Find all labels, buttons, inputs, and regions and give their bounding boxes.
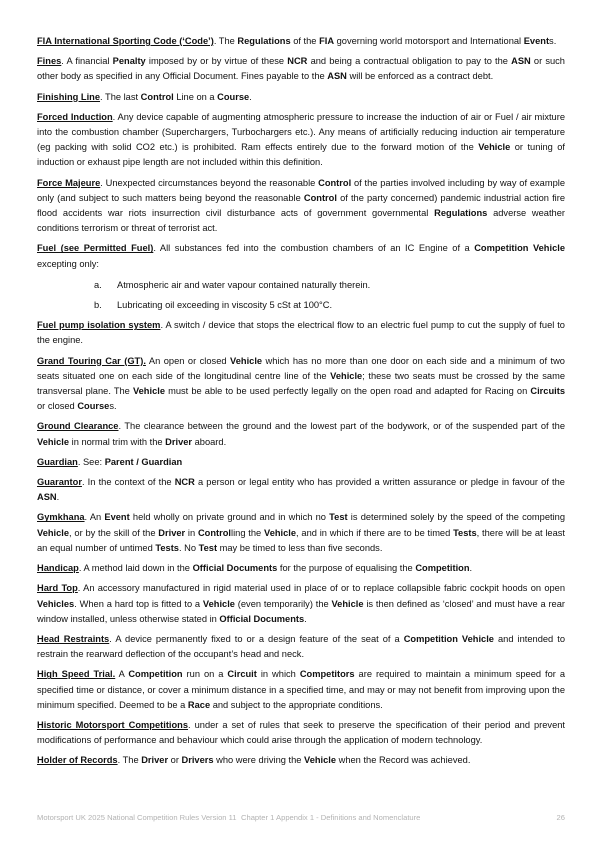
definition-term: Guardian	[37, 456, 78, 467]
definition-term: Guarantor	[37, 477, 82, 488]
definition-text: . An	[84, 512, 105, 523]
definition-entry	[37, 419, 565, 449]
definition-text: . An accessory manufactured in rigid material used in place of or to replace collapsible fabric cockpit hoods on open	[77, 583, 565, 594]
list-marker: b.	[94, 300, 102, 311]
defined-keyword: Control	[140, 91, 174, 102]
definition-text: . A device permanently fixed to or a design feature of the seat of a	[109, 633, 404, 644]
footer-page-number: 26	[556, 813, 565, 822]
definition-text: is then defined as ‘closed’ and must have a rear window installed, unless otherwise stated in	[37, 598, 565, 624]
list-item-text: Lubricating oil exceeding in viscosity 5 cSt at 100°C.	[117, 300, 333, 311]
definition-term: Holder of Records	[37, 755, 118, 766]
defined-keyword: Regulations	[237, 36, 291, 46]
defined-keyword: Drivers	[181, 755, 214, 766]
definition-text: Line on a	[173, 91, 218, 102]
defined-keyword: NCR	[287, 56, 308, 67]
definition-text: , there will be at least an equal number of untimed	[37, 527, 565, 553]
definition-text: will be enforced as a contract debt.	[346, 71, 494, 82]
definition-text: . Unexpected circumstances beyond the reasonable	[100, 177, 319, 188]
definition-text: . under a set of rules that seek to preserve the specification of their period and prevent modifications of performance and behaviour which could arise through the application of modern technology.	[37, 719, 565, 746]
definition-term: Gymkhana	[37, 512, 85, 523]
definition-term: Finishing Line	[37, 91, 101, 102]
defined-keyword: Competition	[415, 563, 470, 574]
definition-text: which has no more than one door on each side and a minimum of two seats situated one on each side of the longitudinal centre line of the	[37, 355, 565, 381]
defined-keyword: ASN	[37, 492, 57, 503]
defined-keyword: Vehicle	[37, 527, 70, 538]
definition-entry	[37, 510, 565, 556]
definition-text: A	[115, 669, 129, 680]
definition-text: . The	[213, 36, 238, 46]
definition-entry	[37, 241, 565, 271]
definition-text: imposed by or by virtue of these	[145, 56, 288, 67]
defined-keyword: Event	[523, 36, 550, 46]
defined-keyword: Tests	[453, 527, 477, 538]
defined-keyword: Competition	[128, 669, 183, 680]
definition-text: . No	[178, 542, 199, 553]
defined-keyword: Vehicles	[37, 598, 75, 609]
definition-text: An open or closed	[145, 355, 231, 366]
defined-keyword: Test	[329, 512, 348, 523]
definition-text: . Any device capable of augmenting atmospheric pressure to increase the induction of air or Fuel / air mixture into the combustion chamber (Superchargers, Turbochargers etc.). Any means of artificially reducing induction air temperature (eg packing with solid CO2 etc.) is prohibited. Ram effects entirely due to the forward motion of the	[37, 111, 565, 153]
definition-term: FIA International Sporting Code (‘Code’)	[37, 36, 214, 46]
definition-entry	[37, 318, 565, 348]
definitions-group-2	[37, 318, 565, 768]
definition-term: Hard Top	[37, 583, 78, 594]
list-marker: a.	[94, 279, 102, 290]
definition-text: governing world motorsport and International	[334, 36, 524, 46]
definition-term: Fuel (see Permitted Fuel)	[37, 243, 154, 254]
definition-text: (even temporarily) the	[234, 598, 332, 609]
defined-keyword: Circuits	[530, 386, 565, 397]
list-item	[37, 278, 565, 293]
defined-keyword: Vehicle	[202, 598, 235, 609]
definition-entry	[37, 354, 565, 415]
defined-keyword: Vehicle	[264, 527, 297, 538]
definitions-body	[37, 34, 565, 774]
defined-keyword: Official Documents	[219, 613, 305, 624]
definition-text: who were driving the	[213, 755, 304, 766]
definition-term: Historic Motorsport Competitions	[37, 719, 189, 730]
defined-keyword: Competition Vehicle	[403, 633, 494, 644]
defined-keyword: Penalty	[112, 56, 146, 67]
definition-entry	[37, 475, 565, 505]
defined-keyword: Vehicle	[37, 436, 70, 447]
defined-keyword: NCR	[174, 477, 195, 488]
definition-entry	[37, 34, 565, 49]
definition-text: . The clearance between the ground and the lowest part of the bodywork, or of the suspended part of the	[118, 421, 565, 432]
defined-keyword: Vehicle	[230, 355, 263, 366]
definition-text: aboard.	[192, 436, 227, 447]
defined-keyword: Vehicle	[330, 370, 363, 381]
defined-keyword: Event	[104, 512, 130, 523]
definition-text: or such other body as specified in any Official Document. Fines payable to the	[37, 56, 565, 82]
defined-keyword: ASN	[511, 56, 531, 67]
definition-text: . All substances fed into the combustion chambers of an IC Engine of a	[153, 243, 475, 254]
list-item-text: Atmospheric air and water vapour contained naturally therein.	[117, 279, 371, 290]
definition-entry	[37, 581, 565, 627]
defined-keyword: Driver	[158, 527, 186, 538]
definition-text: adverse weather conditions terrorism or threat of terrorist act.	[37, 208, 565, 234]
definition-text: and intended to restrain the rearward deflection of the occupant’s head and neck.	[37, 633, 565, 660]
defined-keyword: FIA	[319, 36, 335, 46]
definition-text: . See:	[77, 456, 105, 467]
defined-keyword: Course	[77, 401, 110, 412]
definitions-group-1	[37, 34, 565, 272]
definition-term: Force Majeure	[37, 177, 101, 188]
defined-keyword: Vehicle	[478, 142, 511, 153]
definition-term: Ground Clearance	[37, 421, 119, 432]
definition-term: High Speed Trial.	[37, 669, 116, 680]
definition-text: for the purpose of equalising the	[277, 563, 416, 574]
defined-keyword: Tests	[155, 542, 179, 553]
definition-text: , or by the skill of the	[69, 527, 159, 538]
definition-text: .	[304, 613, 307, 624]
definition-text: in	[185, 527, 198, 538]
definition-text: . A financial	[61, 56, 113, 67]
definition-entry	[37, 176, 565, 237]
definition-text: and subject to the appropriate conditions.	[210, 699, 383, 710]
defined-keyword: Regulations	[434, 208, 488, 219]
definition-term: Fuel pump isolation system	[37, 320, 161, 331]
definition-text: . When a hard top is fitted to a	[74, 598, 203, 609]
defined-keyword: Driver	[165, 436, 193, 447]
definition-text: held wholly on private ground and in which no	[129, 512, 330, 523]
definition-text: . In the context of the	[81, 477, 175, 488]
definition-entry	[37, 718, 565, 748]
defined-keyword: Test	[198, 542, 218, 553]
defined-keyword: Vehicle	[132, 386, 165, 397]
definition-text: excepting only:	[37, 258, 100, 269]
definition-text: . A method laid down in the	[78, 563, 193, 574]
definition-text: s.	[109, 401, 117, 412]
definition-text: a person or legal entity who has provided a written assurance or pledge in favour of the	[194, 477, 565, 488]
definition-text: ; these two seats must be crossed by the same transversal plane. The	[37, 370, 565, 397]
footer-document-title: Motorsport UK 2025 National Competition Rules Version 11	[37, 813, 237, 822]
definition-term: Handicap	[37, 563, 79, 574]
definition-entry	[37, 667, 565, 713]
definition-entry	[37, 561, 565, 576]
defined-keyword: Parent / Guardian	[104, 456, 183, 467]
footer-chapter-title: Chapter 1 Appendix 1 - Definitions and Nomenclature	[241, 813, 421, 822]
definition-text: s.	[549, 36, 557, 46]
definition-text: or closed	[37, 401, 78, 412]
definition-entry	[37, 54, 565, 84]
definition-text: is determined solely by the speed of the competing	[347, 512, 566, 523]
defined-keyword: Control	[303, 192, 337, 203]
definition-entry	[37, 110, 565, 171]
definition-text: in which	[256, 669, 300, 680]
definition-text: . The	[117, 755, 142, 766]
definition-text: or	[168, 755, 182, 766]
definition-entry	[37, 632, 565, 662]
definition-text: when the Record was achieved.	[336, 755, 471, 766]
defined-keyword: Competition Vehicle	[474, 243, 565, 254]
definition-text: of the party concerned) pandemic industrial action fire flood accidents war riots insurrection civil disturbance acts of government governmental	[37, 192, 566, 219]
definition-entry	[37, 90, 565, 105]
defined-keyword: Circuit	[227, 669, 257, 680]
fuel-exceptions-list	[37, 278, 565, 313]
definition-term: Forced Induction	[37, 111, 113, 122]
definition-text: of the	[290, 36, 320, 46]
definition-text: run on a	[182, 669, 228, 680]
definition-text: must be able to be used perfectly legally on the open road and adapted for Racing on	[165, 386, 531, 397]
defined-keyword: Control	[197, 527, 232, 538]
defined-keyword: Control	[318, 177, 352, 188]
defined-keyword: ASN	[327, 71, 347, 82]
definition-text: . A switch / device that stops the electrical flow to an electric fuel pump to cut the supply of fuel to the engine.	[37, 320, 565, 346]
definition-term: Head Restraints	[37, 633, 110, 644]
defined-keyword: Vehicle	[304, 755, 337, 766]
definition-text: ling the	[231, 527, 264, 538]
definition-text: may be timed to less than five seconds.	[217, 542, 383, 553]
definition-text: or tuning of induction or exhaust pipe length are not included within this definition.	[37, 142, 565, 168]
definition-term: Grand Touring Car (GT).	[37, 355, 146, 366]
definition-text: . The last	[100, 91, 141, 102]
definition-text: in normal trim with the	[69, 436, 166, 447]
definition-text: , and in which if there are to be timed	[296, 527, 454, 538]
definition-text: .	[469, 563, 473, 574]
defined-keyword: Course	[217, 91, 250, 102]
definition-text: are required to maintain a minimum speed for a specified time or distance, or cover a minimum distance in a specified time, and may or may not benefit from improving upon the minimum specified. Deemed to be a	[37, 669, 565, 710]
definition-term: Fines	[37, 56, 62, 67]
definition-entry	[37, 455, 565, 470]
defined-keyword: Race	[187, 699, 211, 710]
definition-text: of the parties involved including by way of example only (and subject to such matters being beyond the reasonable	[37, 177, 565, 203]
definition-entry	[37, 753, 565, 768]
defined-keyword: Vehicle	[331, 598, 364, 609]
definition-text: and being a contractual obligation to pay to the	[307, 56, 512, 67]
defined-keyword: Official Documents	[192, 563, 278, 574]
definition-text: .	[56, 492, 60, 503]
defined-keyword: Driver	[141, 755, 169, 766]
defined-keyword: Competitors	[299, 669, 355, 680]
definition-text: .	[249, 91, 252, 102]
list-item	[37, 298, 565, 313]
